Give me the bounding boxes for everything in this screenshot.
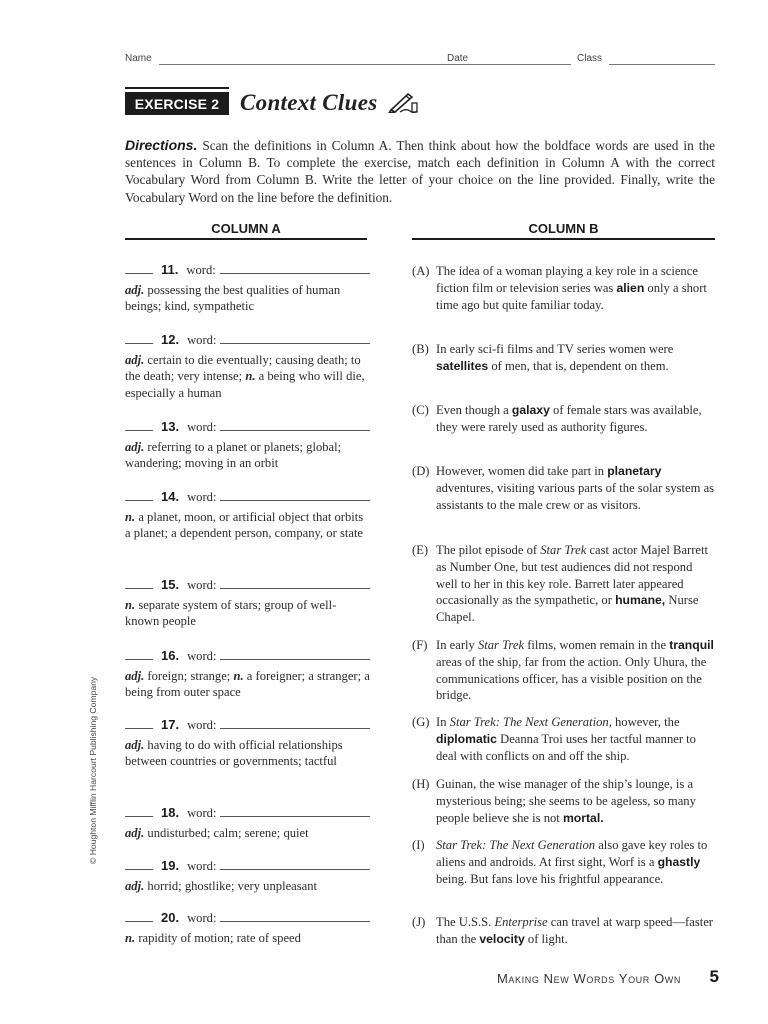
sentence-text: Nurse Chapel. [436, 593, 699, 625]
part-of-speech: adj. [125, 282, 145, 297]
show-title: Star Trek: The Next Generation, [449, 715, 612, 729]
definition-text: referring to a planet or planets; global; wandering; moving in an orbit [125, 439, 342, 471]
part-of-speech: n. [245, 369, 256, 384]
definition-text: having to do with official relationships between countries or governments; tactful [125, 737, 343, 769]
item-number: 16. [161, 648, 180, 663]
word-label: word: [187, 859, 217, 873]
date-label: Date [447, 53, 469, 64]
item-number: 15. [161, 577, 180, 592]
sentence-text: of light. [527, 931, 568, 946]
column-a-item-20 [125, 910, 370, 946]
item-number: 20. [161, 910, 180, 925]
column-a-item-19 [125, 858, 370, 894]
column-a-item-16 [125, 648, 370, 701]
page-footer [497, 967, 719, 991]
sentence-text: only a short time ago but quite familiar today. [436, 280, 707, 312]
column-b-item-j [412, 914, 715, 948]
vocabulary-word: ghastly [657, 854, 701, 869]
sentence-text: areas of the ship, far from the action. Only Uhura, the communications officer, has a visible position on the bridge. [436, 654, 707, 703]
column-a-item-18 [125, 805, 370, 841]
word-label: word: [187, 578, 217, 592]
answer-letter-blank[interactable] [125, 911, 153, 922]
sentence-text: films, women remain in the [527, 638, 667, 652]
item-number: 11. [161, 262, 179, 277]
word-label: word: [186, 263, 216, 277]
item-number: 13. [161, 419, 180, 434]
word-answer-line[interactable] [220, 490, 370, 501]
word-label: word: [187, 649, 217, 663]
sentence-text: The idea of a woman playing a key role in a science fiction film or television series was [436, 264, 698, 295]
column-b-item-f [412, 637, 715, 704]
sentence-text: In [436, 715, 447, 729]
vocabulary-word: planetary [607, 464, 662, 478]
definition [125, 930, 370, 947]
word-label: word: [187, 420, 217, 434]
column-b-item-e [412, 542, 715, 626]
date-field[interactable] [473, 64, 571, 65]
word-label: word: [187, 911, 217, 925]
column-a-item-14 [125, 489, 370, 542]
item-letter: (G) [412, 715, 430, 729]
part-of-speech: n. [125, 597, 136, 612]
exercise-title [240, 90, 418, 116]
sentence-text: In early sci-fi films and TV series women were [436, 342, 674, 356]
page-number: 5 [709, 967, 719, 986]
definition-text: a foreigner; a stranger; a being from outer space [125, 668, 370, 700]
answer-letter-blank[interactable] [125, 490, 153, 501]
column-b-item-d [412, 463, 715, 513]
answer-letter-blank[interactable] [125, 649, 153, 660]
column-a-item-12 [125, 332, 370, 401]
column-b-item-b [412, 341, 715, 375]
item-letter: (J) [412, 915, 426, 929]
column-b-item-i [412, 837, 715, 887]
sentence-text: The U.S.S. [436, 915, 492, 929]
part-of-speech: n. [125, 509, 136, 524]
definition [125, 668, 370, 701]
item-letter: (F) [412, 638, 428, 652]
class-field[interactable] [609, 64, 715, 65]
answer-letter-blank[interactable] [125, 806, 153, 817]
column-b-item-c [412, 402, 715, 436]
word-answer-line[interactable] [220, 420, 370, 431]
column-a-item-17 [125, 717, 370, 770]
column-b-item-h [412, 776, 715, 826]
column-b-item-a [412, 263, 715, 313]
column-a-item-15 [125, 577, 370, 630]
directions-text: Scan the definitions in Column A. Then think about how the boldface words are used in the sentences in Column B. To complete the exercise, match each definition in Column A with the correct Vocabulary Word from Column B. Write the letter of your choice on the line provided. Finally, write the Vocabulary Word on the line before the definition. [125, 138, 715, 205]
show-title: Star Trek [477, 638, 525, 652]
item-number: 12. [161, 332, 180, 347]
item-number: 17. [161, 717, 180, 732]
definition-text: separate system of stars; group of well-known people [125, 597, 337, 629]
word-label: word: [187, 490, 217, 504]
column-a-item-11 [125, 262, 370, 315]
part-of-speech: n. [125, 930, 136, 945]
part-of-speech: adj. [125, 352, 145, 367]
class-label: Class [577, 53, 603, 64]
vocabulary-word: mortal. [562, 810, 604, 825]
pencil-writing-icon [388, 91, 418, 113]
sentence-text: of men, that is, dependent on them. [491, 358, 669, 373]
word-label: word: [187, 718, 217, 732]
item-number: 14. [161, 489, 180, 504]
part-of-speech: adj. [125, 439, 145, 454]
sentence-text: adventures, visiting various parts of the solar system as assistants to the male crew or as visitors. [436, 480, 715, 512]
item-letter: (D) [412, 464, 430, 478]
definition-text: horrid; ghostlike; very unpleasant [147, 878, 318, 893]
vocabulary-word: diplomatic [436, 731, 497, 746]
part-of-speech: adj. [125, 668, 145, 683]
answer-letter-blank[interactable] [125, 859, 153, 870]
answer-letter-blank[interactable] [125, 333, 153, 344]
show-title: Star Trek: The Next Generation [436, 838, 596, 852]
sentence-text: However, women did take part in [436, 464, 605, 478]
column-a-heading: COLUMN A [211, 221, 281, 236]
show-title: Enterprise [494, 915, 548, 929]
column-b-item-g [412, 714, 715, 764]
vocabulary-word: velocity [479, 931, 525, 946]
word-answer-line[interactable] [220, 911, 370, 922]
word-label: word: [187, 333, 217, 347]
sentence-text: The pilot episode of [436, 543, 538, 557]
item-number: 19. [161, 858, 180, 873]
definition [125, 597, 370, 630]
definition [125, 352, 370, 402]
item-letter: (H) [412, 777, 430, 791]
word-label: word: [187, 806, 217, 820]
sentence-text: being. But fans love his frightful appearance. [436, 871, 664, 886]
sentence-text: also gave key roles to aliens and androids. At first sight, Worf is a [436, 838, 708, 869]
column-b-heading: COLUMN B [528, 221, 599, 236]
part-of-speech: n. [233, 668, 244, 683]
definition [125, 878, 370, 895]
definition [125, 737, 370, 770]
word-answer-line[interactable] [220, 859, 370, 870]
copyright-note: © Houghton Mifflin Harcourt Publishing Company [88, 676, 98, 864]
column-b-rule [412, 238, 715, 240]
definition [125, 825, 370, 842]
footer-book-title: Making New Words Your Own [497, 971, 681, 986]
banner-rule [125, 87, 229, 89]
definition-text: possessing the best qualities of human beings; kind, sympathetic [125, 282, 341, 314]
exercise-badge: EXERCISE 2 [125, 92, 229, 115]
sentence-text: Deanna Troi uses her tactful manner to deal with conflicts on and off the ship. [436, 731, 696, 763]
word-answer-line[interactable] [220, 333, 370, 344]
part-of-speech: adj. [125, 825, 145, 840]
part-of-speech: adj. [125, 878, 145, 893]
vocabulary-word: humane, [615, 593, 666, 608]
answer-letter-blank[interactable] [125, 420, 153, 431]
sentence-text: of female stars was available, they were rarely used as authority figures. [436, 403, 702, 434]
sentence-text: can travel at warp speed—faster than the [436, 915, 714, 946]
word-answer-line[interactable] [220, 718, 370, 729]
item-letter: (C) [412, 403, 429, 417]
sentence-text: Guinan, the wise manager of the ship’s lounge, is a mysterious being; she seems to be ageless, so many people believe she is not [436, 777, 696, 825]
word-answer-line[interactable] [220, 649, 370, 660]
vocabulary-word: galaxy [511, 403, 550, 417]
sentence-text: however, the [615, 715, 680, 729]
column-a-rule [125, 238, 367, 240]
sentence-text: cast actor Majel Barrett as Number One, but test audiences did not respond well to her in this key role. Barrett later appeared occasionally as the sympathetic, or [436, 543, 709, 608]
answer-letter-blank[interactable] [125, 263, 153, 274]
sentence-text: In early [436, 638, 475, 652]
column-a-item-13 [125, 419, 370, 472]
definition-text: a being who will die, especially a human [125, 369, 365, 400]
vocabulary-word: tranquil [669, 638, 714, 652]
item-letter: (I) [412, 838, 425, 852]
definition-text: certain to die eventually; causing death; to the death; very intense; [125, 352, 361, 384]
item-letter: (E) [412, 543, 429, 557]
definition [125, 439, 370, 472]
sentence-text: Even though a [436, 403, 509, 417]
student-info-header [125, 53, 715, 67]
directions-paragraph [125, 137, 715, 206]
vocabulary-word: alien [616, 280, 645, 295]
exercise-title-text: Context Clues [240, 90, 378, 115]
definition-text: foreign; strange; [147, 668, 231, 683]
answer-letter-blank[interactable] [125, 578, 153, 589]
definition-text: rapidity of motion; rate of speed [138, 930, 301, 945]
word-answer-line[interactable] [220, 806, 370, 817]
item-number: 18. [161, 805, 180, 820]
word-answer-line[interactable] [220, 263, 370, 274]
definition [125, 282, 370, 315]
directions-label: Directions. [125, 137, 198, 153]
item-letter: (A) [412, 264, 430, 278]
part-of-speech: adj. [125, 737, 145, 752]
word-answer-line[interactable] [220, 578, 370, 589]
definition [125, 509, 370, 542]
answer-letter-blank[interactable] [125, 718, 153, 729]
definition-text: undisturbed; calm; serene; quiet [147, 825, 309, 840]
show-title: Star Trek [540, 543, 587, 557]
item-letter: (B) [412, 342, 429, 356]
name-label: Name [125, 53, 152, 64]
vocabulary-word: satellites [436, 358, 489, 373]
definition-text: a planet, moon, or artificial object that orbits a planet; a dependent person, company, or state [125, 509, 364, 541]
